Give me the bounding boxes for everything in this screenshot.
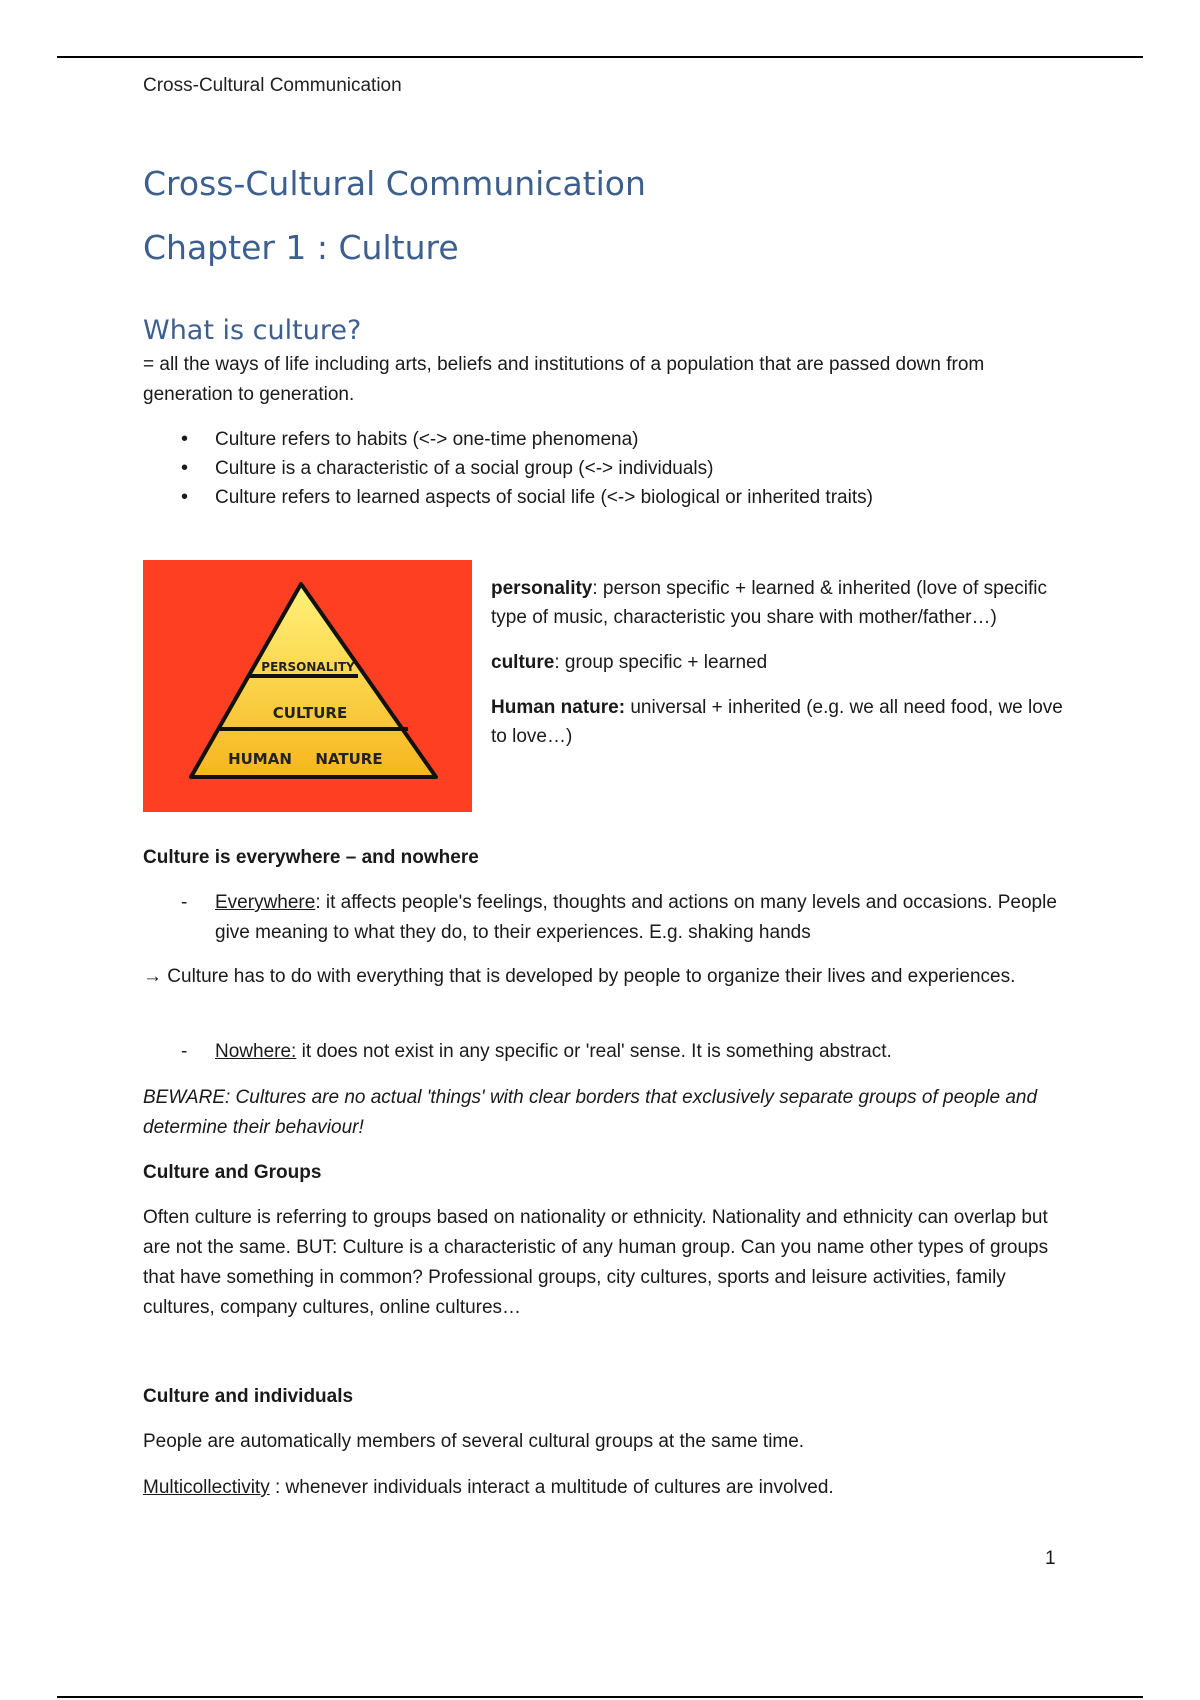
multicollectivity-text: : whenever individuals interact a multitude of cultures are involved. — [269, 1477, 834, 1498]
nowhere-item — [143, 1037, 1063, 1067]
pyramid-label-culture: CULTURE — [272, 704, 348, 722]
section-title: What is culture? — [143, 315, 362, 346]
groups-heading: Culture and Groups — [143, 1162, 322, 1183]
everywhere-term: Everywhere — [215, 892, 316, 913]
chapter-title: Chapter 1 : Culture — [143, 228, 459, 267]
term-human-nature: Human nature: — [491, 697, 626, 718]
definition-paragraph: = all the ways of life including arts, beliefs and institutions of a population that are passed down from generation to generation. — [143, 354, 985, 405]
nowhere-term: Nowhere: — [215, 1041, 297, 1062]
footer-rule — [57, 1696, 1143, 1698]
arrow-paragraph: → Culture has to do with everything that is developed by people to organize their lives and experiences. — [143, 966, 1016, 987]
everywhere-text: : it affects people's feelings, thoughts and actions on many levels and occasions. People give meaning to what they do, to their experiences. E.g. shaking hands — [215, 892, 1057, 943]
everywhere-heading: Culture is everywhere – and nowhere — [143, 847, 479, 868]
list-item: • Culture refers to learned aspects of social life (<-> biological or inherited traits) — [143, 483, 1063, 512]
everywhere-item — [143, 888, 1063, 948]
personality-note — [491, 574, 1071, 632]
culture-bullet-list — [143, 425, 1063, 512]
note-text: : person specific + learned & inherited (love of specific type of music, characteristic you share with mother/father…) — [491, 578, 1048, 628]
beware-paragraph: BEWARE: Cultures are no actual 'things' with clear borders that exclusively separate groups of people and determine their behaviour! — [143, 1087, 1038, 1138]
individuals-paragraph: People are automatically members of several cultural groups at the same time. — [143, 1431, 805, 1452]
human-nature-note — [491, 693, 1071, 751]
culture-pyramid-figure — [143, 560, 472, 812]
pyramid-label-personality: PERSONALITY — [261, 660, 355, 674]
multicollectivity-term: Multicollectivity — [143, 1477, 270, 1498]
nowhere-text: it does not exist in any specific or 'real' sense. It is something abstract. — [296, 1041, 892, 1062]
page-number: 1 — [1045, 1548, 1056, 1569]
pyramid-diagram — [143, 560, 472, 812]
pyramid-label-nature: NATURE — [315, 750, 383, 768]
document-title: Cross-Cultural Communication — [143, 164, 646, 203]
note-text: : group specific + learned — [554, 652, 768, 673]
header-rule — [57, 56, 1143, 58]
culture-note — [491, 648, 1071, 677]
groups-paragraph: Often culture is referring to groups based on nationality or ethnicity. Nationality and ethnicity can overlap but are not the same. BUT: Culture is a characteristic of any human group. Can you name other types of groups that have something in common? Professional groups, city cultures, sports and leisure activities, family cultures, company cultures, online cultures… — [143, 1207, 1049, 1318]
term-culture: culture — [491, 652, 555, 673]
list-item: • Culture is a characteristic of a social group (<-> individuals) — [143, 454, 1063, 483]
individuals-heading: Culture and individuals — [143, 1386, 354, 1407]
note-text: universal + inherited (e.g. we all need food, we love to love…) — [491, 697, 1063, 747]
running-header: Cross-Cultural Communication — [143, 75, 402, 96]
list-item: • Culture refers to habits (<-> one-time phenomena) — [143, 425, 1063, 454]
term-personality: personality — [491, 578, 593, 599]
pyramid-label-human: HUMAN — [228, 750, 292, 768]
multicollectivity-paragraph — [143, 1473, 1063, 1503]
pyramid-shape — [191, 584, 436, 777]
pyramid-explanations — [491, 574, 1071, 767]
